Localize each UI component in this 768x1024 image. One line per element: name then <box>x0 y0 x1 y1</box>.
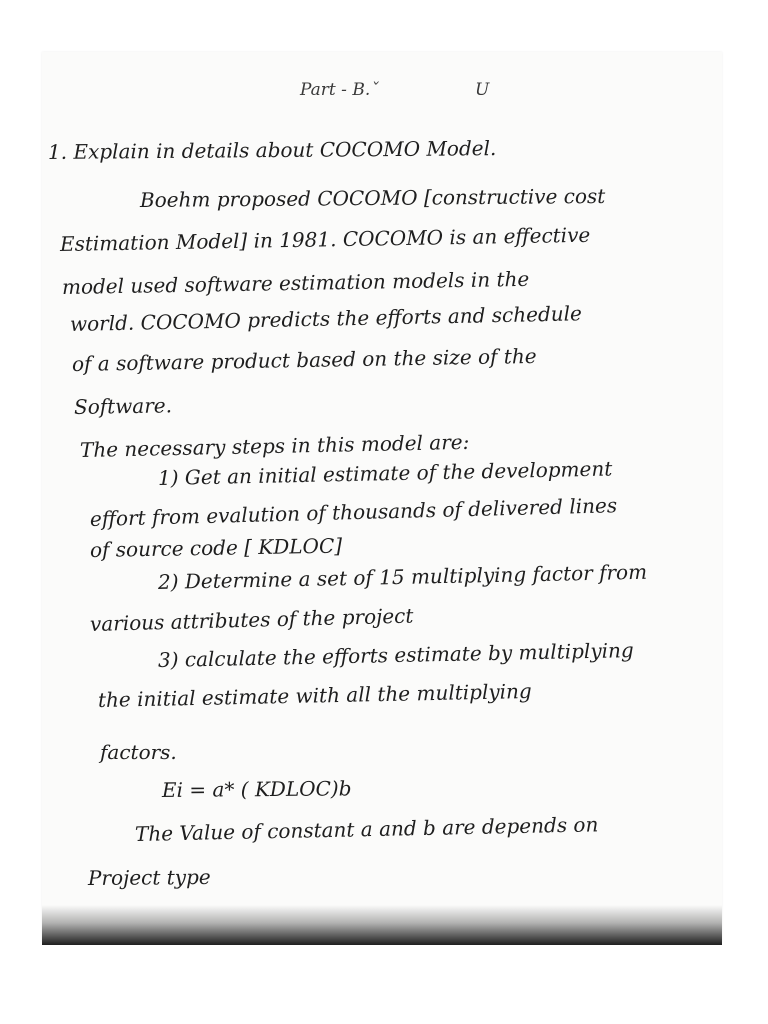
text-line: factors. <box>100 740 177 764</box>
page-header: Part - B.ˇ <box>300 80 379 100</box>
page-edge-shadow <box>42 905 722 945</box>
text-line: model used software estimation models in the <box>61 266 530 299</box>
text-line: world. COCOMO predicts the efforts and schedule <box>69 301 583 336</box>
text-line: Project type <box>87 864 211 890</box>
text-line: The necessary steps in this model are: <box>79 429 470 462</box>
question-line: 1. Explain in details about COCOMO Model. <box>47 136 497 164</box>
text-line: of a software product based on the size of the <box>71 343 537 376</box>
text-line: 2) Determine a set of 15 multiplying factor from <box>157 559 648 594</box>
formula-line: Ei = a* ( KDLOC)b <box>161 776 352 802</box>
text-line: Software. <box>73 393 173 419</box>
text-line: various attributes of the project <box>89 603 414 636</box>
text-line: Estimation Model] in 1981. COCOMO is an effective <box>59 222 591 256</box>
text-line: effort from evalution of thousands of delivered lines <box>89 493 618 531</box>
text-line: Boehm proposed COCOMO [constructive cost <box>139 183 606 212</box>
text-line: of source code [ KDLOC] <box>89 533 343 562</box>
text-line: The Value of constant a and b are depends on <box>134 812 599 846</box>
text-line: 1) Get an initial estimate of the development <box>157 456 613 490</box>
text-line: the initial estimate with all the multiplying <box>97 678 532 712</box>
page-header-mark: U <box>475 80 490 100</box>
text-line: 3) calculate the efforts estimate by multiplying <box>157 638 634 672</box>
